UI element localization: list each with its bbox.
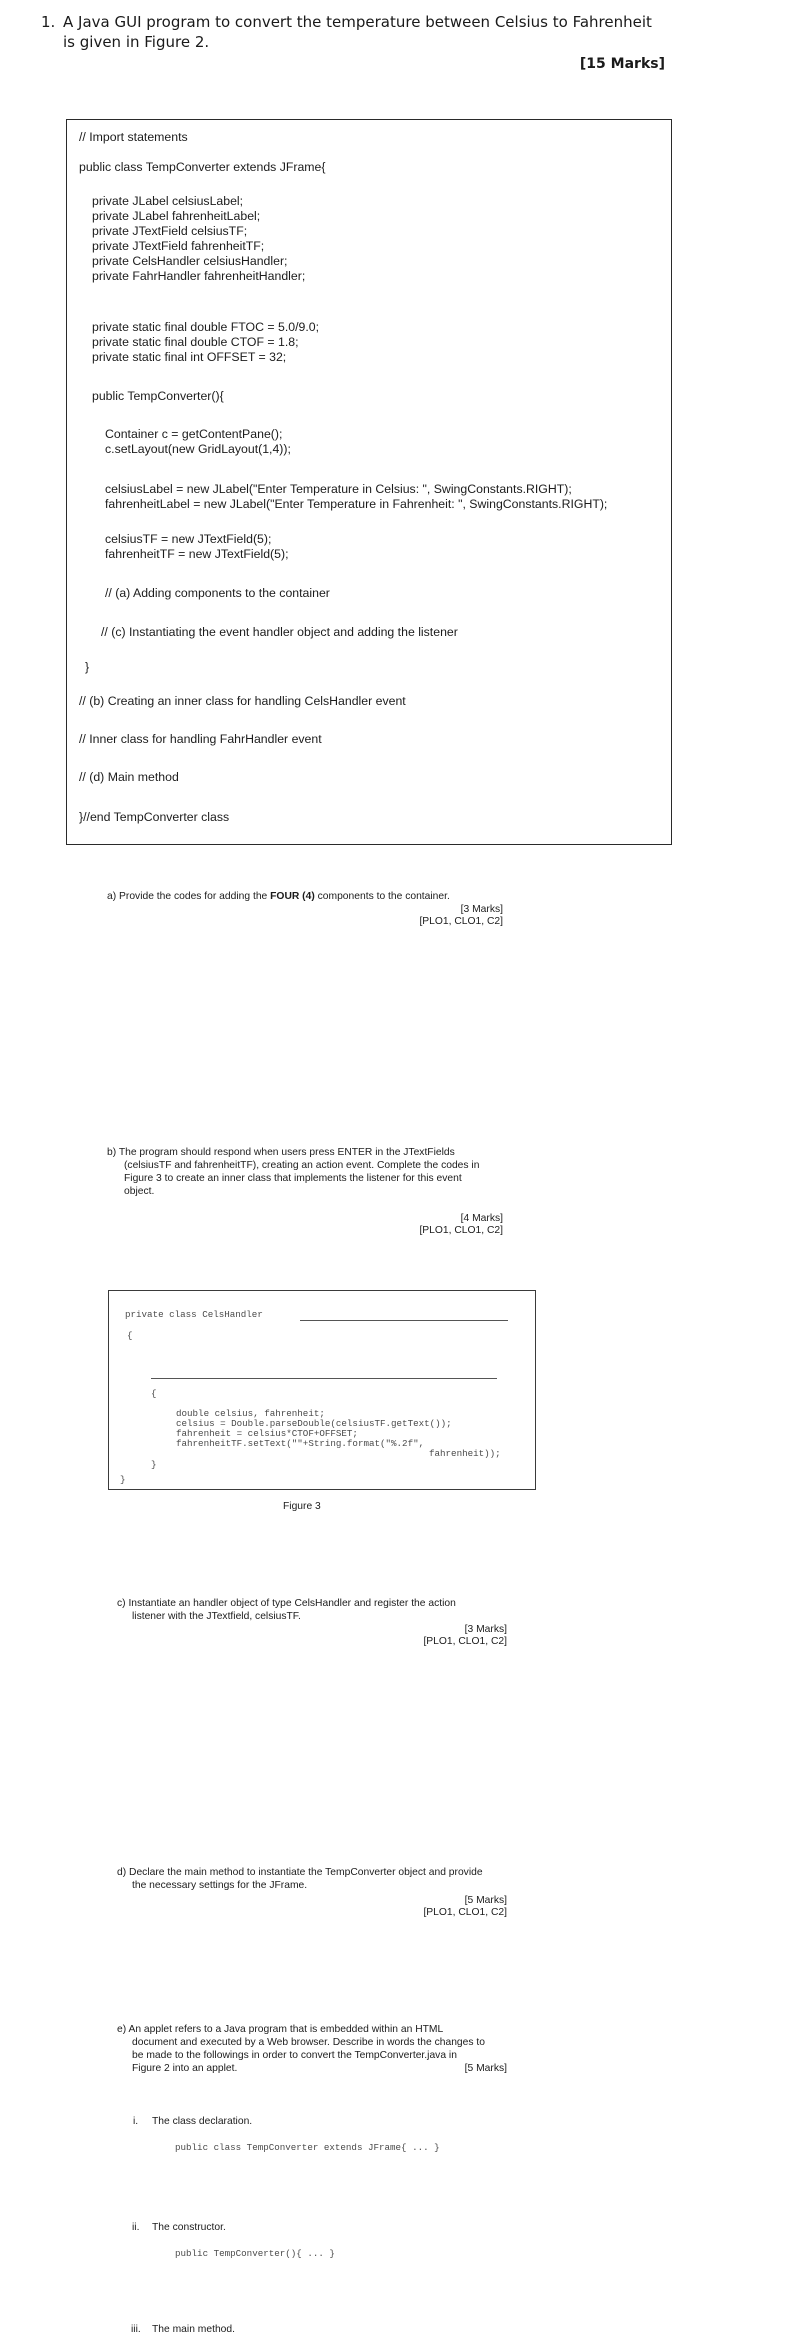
part-e-item-text: The main method.	[152, 2324, 235, 2334]
code-line: private JTextField fahrenheitTF;	[92, 239, 265, 253]
part-e-line: be made to the followings in order to convert the TempConverter.java in	[132, 2050, 457, 2061]
question-marks: [15 Marks]	[579, 56, 665, 72]
code-line: public TempConverter(){	[92, 389, 224, 403]
code-line: // (c) Instantiating the event handler object and adding the listener	[101, 625, 458, 639]
figure-3-code-box	[108, 1290, 536, 1490]
code-line: // Inner class for handling FahrHandler event	[79, 732, 322, 746]
code-line: celsiusTF = new JTextField(5);	[105, 532, 272, 546]
part-c-outcomes: [PLO1, CLO1, C2]	[423, 1636, 507, 1647]
part-a-outcomes: [PLO1, CLO1, C2]	[419, 916, 503, 927]
code-line: celsius = Double.parseDouble(celsiusTF.getText());	[176, 1418, 452, 1429]
code-line: // (a) Adding components to the container	[105, 586, 330, 600]
code-line: public class TempConverter extends JFrame{	[79, 160, 326, 174]
part-b-marks: [4 Marks]	[460, 1213, 503, 1224]
figure-2-code-box	[66, 119, 672, 845]
code-line: fahrenheit));	[429, 1448, 501, 1459]
code-line: private static final double FTOC = 5.0/9.0;	[92, 320, 320, 334]
part-b-line: (celsiusTF and fahrenheitTF), creating an action event. Complete the codes in	[124, 1160, 480, 1171]
code-line: celsiusLabel = new JLabel("Enter Temperature in Celsius: ", SwingConstants.RIGHT);	[105, 482, 572, 496]
code-line: private JTextField celsiusTF;	[92, 224, 248, 238]
open-brace: {	[127, 1330, 133, 1341]
code-line: fahrenheitTF.setText(""+String.format("%.2f",	[176, 1438, 425, 1449]
code-line: private JLabel fahrenheitLabel;	[92, 209, 261, 223]
answer-blank-line[interactable]	[300, 1320, 508, 1321]
part-d-line: the necessary settings for the JFrame.	[132, 1880, 308, 1891]
code-line: fahrenheitLabel = new JLabel("Enter Temperature in Fahrenheit: ", SwingConstants.RIGHT);	[105, 497, 608, 511]
code-line: // Import statements	[79, 130, 188, 144]
part-e-item-label: iii.	[131, 2324, 141, 2334]
close-brace: }	[151, 1459, 157, 1470]
part-b-line: Figure 3 to create an inner class that implements the listener for this event	[124, 1173, 462, 1184]
code-line: private CelsHandler celsiusHandler;	[92, 254, 288, 268]
code-line: private FahrHandler fahrenheitHandler;	[92, 269, 306, 283]
part-e-item-text: The class declaration.	[152, 2116, 253, 2127]
part-e-item-text: The constructor.	[152, 2222, 226, 2233]
question-text: A Java GUI program to convert the temperature between Celsius to Fahrenheit is given in Figure 2.	[63, 13, 652, 51]
part-d-line: d) Declare the main method to instantiate the TempConverter object and provide	[117, 1867, 483, 1878]
code-line: // (d) Main method	[79, 770, 179, 784]
part-a-text-after: components to the container.	[314, 891, 450, 902]
code-line: fahrenheit = celsius*CTOF+OFFSET;	[176, 1428, 358, 1439]
code-line: private static final double CTOF = 1.8;	[92, 335, 299, 349]
part-b-line: b) The program should respond when users press ENTER in the JTextFields	[107, 1147, 455, 1158]
code-line: fahrenheitTF = new JTextField(5);	[105, 547, 289, 561]
code-line: private JLabel celsiusLabel;	[92, 194, 244, 208]
part-e-line: e) An applet refers to a Java program that is embedded within an HTML	[117, 2024, 444, 2035]
code-line: Container c = getContentPane();	[105, 427, 283, 441]
part-e-line: document and executed by a Web browser. Describe in words the changes to	[132, 2037, 485, 2048]
part-c-line: listener with the JTextfield, celsiusTF.	[132, 1611, 301, 1622]
code-line: // (b) Creating an inner class for handling CelsHandler event	[79, 694, 406, 708]
part-e-item-code: public TempConverter(){ ... }	[175, 2248, 335, 2259]
class-declaration: private class CelsHandler	[125, 1309, 263, 1320]
part-a-marks: [3 Marks]	[460, 904, 503, 915]
part-c-line: c) Instantiate an handler object of type CelsHandler and register the action	[117, 1598, 456, 1609]
part-d-outcomes: [PLO1, CLO1, C2]	[423, 1907, 507, 1918]
part-a-text	[107, 891, 450, 904]
part-e-item-label: ii.	[132, 2222, 140, 2233]
code-line: }//end TempConverter class	[79, 810, 230, 824]
part-e-item-code: public class TempConverter extends JFrame{ ... }	[175, 2142, 440, 2153]
figure-3-caption: Figure 3	[283, 1501, 321, 1512]
part-b-line: object.	[124, 1186, 155, 1197]
part-e-line: Figure 2 into an applet.	[132, 2063, 238, 2074]
code-line: double celsius, fahrenheit;	[176, 1408, 325, 1419]
part-d-marks: [5 Marks]	[464, 1895, 507, 1906]
part-e-item-label: i.	[133, 2116, 139, 2127]
open-brace: {	[151, 1388, 157, 1399]
close-brace: }	[120, 1474, 126, 1485]
code-line: }	[85, 660, 90, 674]
part-a-text-before: a) Provide the codes for adding the	[107, 891, 271, 902]
part-e-marks: [5 Marks]	[464, 2063, 507, 2074]
code-line: c.setLayout(new GridLayout(1,4));	[105, 442, 291, 456]
code-line: private static final int OFFSET = 32;	[92, 350, 287, 364]
question-number: 1.	[41, 13, 56, 31]
part-b-outcomes: [PLO1, CLO1, C2]	[419, 1225, 503, 1236]
part-a-bold: FOUR (4)	[270, 891, 315, 902]
answer-blank-line[interactable]	[151, 1378, 497, 1379]
part-c-marks: [3 Marks]	[464, 1624, 507, 1635]
